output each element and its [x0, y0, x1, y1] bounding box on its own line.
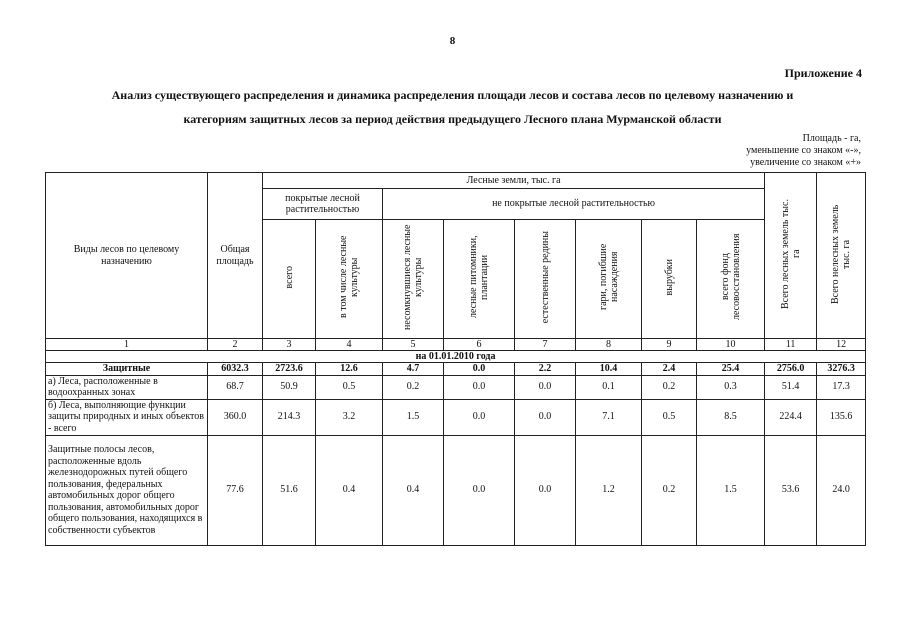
cell-value: 51.4 [765, 375, 817, 399]
cell-value: 7.1 [576, 399, 642, 435]
header-natural-openings: естественные редины [515, 220, 576, 339]
header-total-forest-lands: Всего лесных земель тыс. га [765, 173, 817, 339]
cell-value: 0.5 [316, 375, 383, 399]
cell-value: 0.0 [444, 363, 515, 376]
column-number: 10 [697, 339, 765, 351]
cell-value: 68.7 [208, 375, 263, 399]
page-number: 8 [449, 35, 456, 47]
column-number: 7 [515, 339, 576, 351]
cell-value: 50.9 [263, 375, 316, 399]
column-number: 1 [46, 339, 208, 351]
header-reforestation-fund: всего фонд лесовосстановления [697, 220, 765, 339]
column-number: 4 [316, 339, 383, 351]
units-line: уменьшение со знаком «-», [746, 145, 861, 156]
column-number: 2 [208, 339, 263, 351]
cell-value: 0.4 [316, 435, 383, 545]
header-not-covered: не покрытые лесной растительностью [383, 189, 765, 220]
header-row-1 [46, 173, 866, 189]
cell-value: 135.6 [817, 399, 866, 435]
cell-value: 25.4 [697, 363, 765, 376]
cell-value: 0.2 [642, 375, 697, 399]
cell-value: 1.2 [576, 435, 642, 545]
cell-value: 0.2 [383, 375, 444, 399]
cell-value: 53.6 [765, 435, 817, 545]
row-label: Защитные [46, 363, 208, 376]
cell-value: 8.5 [697, 399, 765, 435]
column-number-row [46, 339, 866, 351]
cell-value: 2.2 [515, 363, 576, 376]
column-number: 9 [642, 339, 697, 351]
cell-value: 0.2 [642, 435, 697, 545]
cell-value: 360.0 [208, 399, 263, 435]
cell-value: 0.0 [444, 435, 515, 545]
table-row-protective-strips [46, 435, 866, 545]
cell-value: 2.4 [642, 363, 697, 376]
table-row-object-protection [46, 399, 866, 435]
header-covered: покрытые лесной растительностью [263, 189, 383, 220]
cell-value: 0.5 [642, 399, 697, 435]
cell-value: 1.5 [383, 399, 444, 435]
units-note [746, 133, 861, 169]
cell-value: 3.2 [316, 399, 383, 435]
row-label: а) Леса, расположенные в водоохранных зонах [46, 375, 208, 399]
document-title-line-1: Анализ существующего распределения и динамика распределения площади лесов и состава лесов по целевому назначению и [111, 88, 794, 102]
table-row-protective [46, 363, 866, 376]
cell-value: 12.6 [316, 363, 383, 376]
units-line: Площадь - га, [802, 133, 861, 144]
document-title-line-2: категориям защитных лесов за период действия предыдущего Лесного плана Мурманской области [183, 112, 722, 126]
cell-value: 0.0 [444, 375, 515, 399]
cell-value: 0.0 [515, 399, 576, 435]
cell-value: 214.3 [263, 399, 316, 435]
header-total-area: Общая площадь [208, 173, 263, 339]
cell-value: 0.1 [576, 375, 642, 399]
cell-value: 51.6 [263, 435, 316, 545]
cell-value: 10.4 [576, 363, 642, 376]
cell-value: 24.0 [817, 435, 866, 545]
cell-value: 6032.3 [208, 363, 263, 376]
column-number: 11 [765, 339, 817, 351]
cell-value: 0.3 [697, 375, 765, 399]
cell-value: 0.4 [383, 435, 444, 545]
cell-value: 224.4 [765, 399, 817, 435]
table-row-water-protection [46, 375, 866, 399]
header-total-nonforest-lands: Всего нелесных земель тыс. га [817, 173, 866, 339]
column-number: 12 [817, 339, 866, 351]
row-label: б) Леса, выполняющие функции защиты природных и иных объектов - всего [46, 399, 208, 435]
column-number: 6 [444, 339, 515, 351]
cell-value: 2723.6 [263, 363, 316, 376]
header-covered-total: всего [263, 220, 316, 339]
cell-value: 2756.0 [765, 363, 817, 376]
units-line: увеличение со знаком «+» [750, 157, 861, 168]
cell-value: 0.0 [515, 375, 576, 399]
header-nurseries: лесные питомники, плантации [444, 220, 515, 339]
column-number: 5 [383, 339, 444, 351]
cell-value: 4.7 [383, 363, 444, 376]
cell-value: 77.6 [208, 435, 263, 545]
header-clearings: вырубки [642, 220, 697, 339]
section-date-label: на 01.01.2010 года [46, 351, 866, 363]
cell-value: 0.0 [515, 435, 576, 545]
header-burnt-areas: гари, погибшие насаждения [576, 220, 642, 339]
row-label: Защитные полосы лесов, расположенные вдоль железнодорожных путей общего пользования, федеральных автомобильных дорог общего пользования, автомобильных дорог общего пользования, находящихся в собственности субъектов [46, 435, 208, 545]
forest-analysis-table [45, 172, 866, 546]
header-forest-lands: Лесные земли, тыс. га [263, 173, 765, 189]
column-number: 3 [263, 339, 316, 351]
header-unclosed-cultures: несомкнувшиеся лесные культуры [383, 220, 444, 339]
header-forest-type: Виды лесов по целевому назначению [46, 173, 208, 339]
column-number: 8 [576, 339, 642, 351]
cell-value: 0.0 [444, 399, 515, 435]
appendix-label: Приложение 4 [784, 66, 862, 80]
header-forest-cultures: в том числе лесные культуры [316, 220, 383, 339]
cell-value: 17.3 [817, 375, 866, 399]
section-row [46, 351, 866, 363]
cell-value: 1.5 [697, 435, 765, 545]
cell-value: 3276.3 [817, 363, 866, 376]
